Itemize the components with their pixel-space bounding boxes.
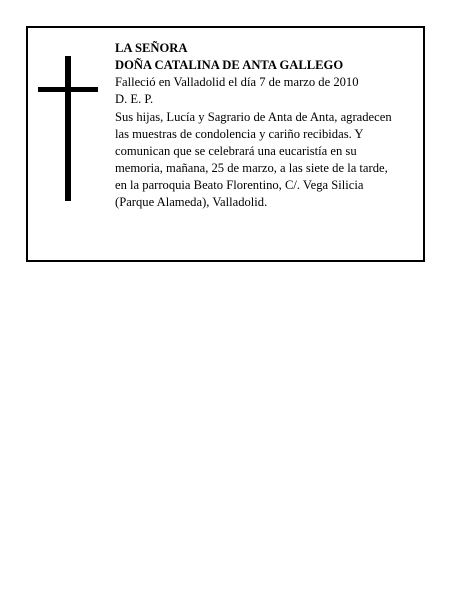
cross-icon <box>38 56 98 201</box>
body-line: memoria, mañana, 25 de marzo, a las siete de la tarde, <box>115 161 388 175</box>
notice-title: LA SEÑORA <box>115 41 188 55</box>
body-line: en la parroquia Beato Florentino, C/. Vega Silicia <box>115 178 364 192</box>
cross-vertical-bar <box>65 56 71 201</box>
rip-text: D. E. P. <box>115 92 154 106</box>
body-line: las muestras de condolencia y cariño recibidas. Y <box>115 127 364 141</box>
body-line: (Parque Alameda), Valladolid. <box>115 195 268 209</box>
cross-horizontal-bar <box>38 87 98 92</box>
body-line: comunican que se celebrará una eucaristía en su <box>115 144 357 158</box>
notice-text <box>115 40 419 211</box>
obituary-notice <box>26 26 425 262</box>
deceased-name: DOÑA CATALINA DE ANTA GALLEGO <box>115 58 344 72</box>
death-info: Falleció en Valladolid el día 7 de marzo de 2010 <box>115 75 359 89</box>
body-line: Sus hijas, Lucía y Sagrario de Anta de Anta, agradecen <box>115 110 392 124</box>
